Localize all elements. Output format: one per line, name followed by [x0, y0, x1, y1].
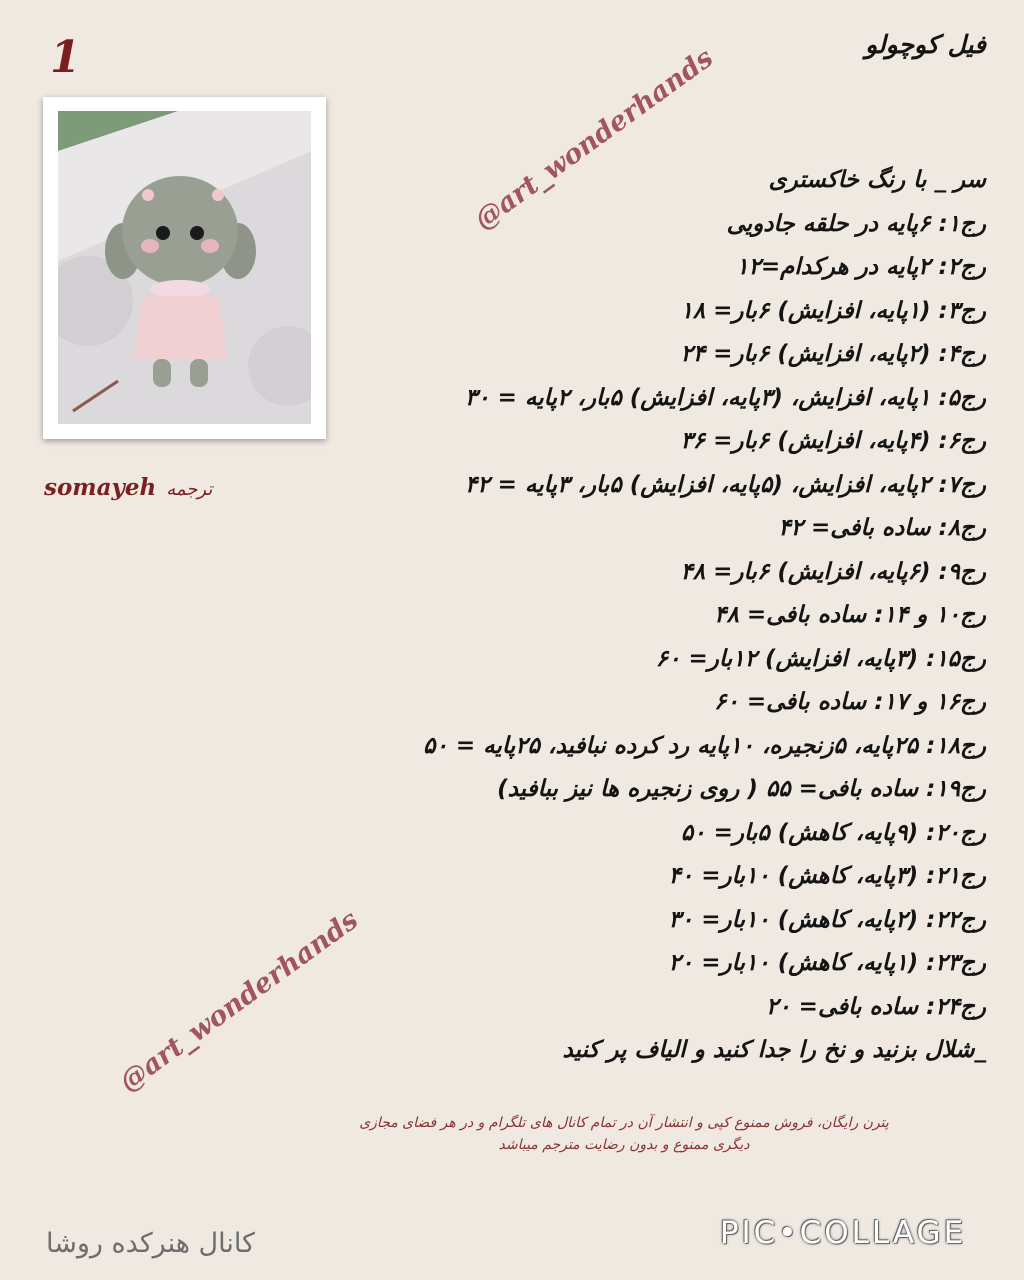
pattern-line: رج۲۲: (۲پایه، کاهش) ۱۰بار= ۳۰	[668, 906, 986, 933]
watermark-top: @art_wonderhands	[468, 42, 720, 237]
copyright-notice	[264, 1112, 984, 1156]
copyright-line: پترن رایگان، فروش ممنوع کپی و انتشار آن در تمام کانال های تلگرام و در هر فضای مجازی	[359, 1115, 889, 1131]
pattern-line: رج۲: ۲پایه در هرکدام=۱۲	[736, 254, 986, 280]
page-title: فیل کوچولو	[865, 30, 986, 59]
channel-name: کانال هنرکده روشا	[46, 1228, 255, 1259]
pattern-line: رج۱۹: ساده بافی= ۵۵ ( روی زنجیره ها نیز ببافید)	[497, 776, 986, 802]
pattern-line: رج۲۰: (۹پایه، کاهش) ۵بار= ۵۰	[680, 819, 986, 846]
pattern-line: رج۵: ۱پایه، افزایش، (۳پایه، افزایش) ۵بار، ۲پایه = ۳۰	[464, 384, 986, 411]
pattern-line: رج۴: (۲پایه، افزایش) ۶بار= ۲۴	[680, 341, 986, 367]
elephant-amigurumi-image	[58, 111, 311, 424]
translator-credit	[44, 474, 212, 501]
elephant-photo	[58, 111, 311, 424]
pattern-line: رج۲۱: (۳پایه، کاهش) ۱۰بار= ۴۰	[668, 863, 986, 889]
page-number: 1	[50, 32, 81, 83]
pattern-line: رج۱۵: (۳پایه، افزایش) ۱۲بار= ۶۰	[655, 645, 986, 672]
piccollage-logo: PIC•COLLAGE	[719, 1215, 967, 1251]
pattern-line: رج۹: (۶پایه، افزایش) ۶بار= ۴۸	[680, 558, 986, 585]
pattern-line: _شلال بزنید و نخ را جدا کنید و الیاف پر کنید	[562, 1037, 986, 1063]
pattern-line: سر _ با رنگ خاکستری	[768, 167, 986, 193]
photo-frame	[43, 97, 326, 439]
pattern-line: رج۱: ۶پایه در حلقه جادویی	[726, 210, 986, 237]
pattern-line: رج۱۸: ۲۵پایه، ۵زنجیره، ۱۰پایه رد کرده نبافید، ۲۵پایه = ۵۰	[423, 732, 986, 759]
translator-label: ترجمه	[166, 479, 213, 500]
pattern-line: رج۲۴: ساده بافی= ۲۰	[765, 993, 986, 1020]
pattern-instructions	[286, 159, 986, 1073]
translator-name: somayeh	[44, 474, 157, 501]
watermark-bottom: @art_wonderhands	[113, 904, 365, 1099]
copyright-line: دیگری ممنوع و بدون رضایت مترجم میباشد	[498, 1137, 750, 1153]
pattern-line: رج۲۳: (۱پایه، کاهش) ۱۰بار= ۲۰	[668, 950, 986, 976]
pattern-line: رج۶: (۴پایه، افزایش) ۶بار= ۳۶	[680, 428, 986, 454]
pattern-line: رج۸: ساده بافی= ۴۲	[778, 515, 986, 541]
pattern-line: رج۱۶ و ۱۷: ساده بافی= ۶۰	[714, 689, 986, 715]
pattern-line: رج۱۰ و ۱۴: ساده بافی= ۴۸	[714, 602, 986, 628]
pattern-line: رج۳: (۱پایه، افزایش) ۶بار= ۱۸	[680, 297, 986, 324]
pattern-line: رج۷: ۲پایه، افزایش، (۵پایه، افزایش) ۵بار، ۳پایه = ۴۲	[464, 471, 986, 498]
